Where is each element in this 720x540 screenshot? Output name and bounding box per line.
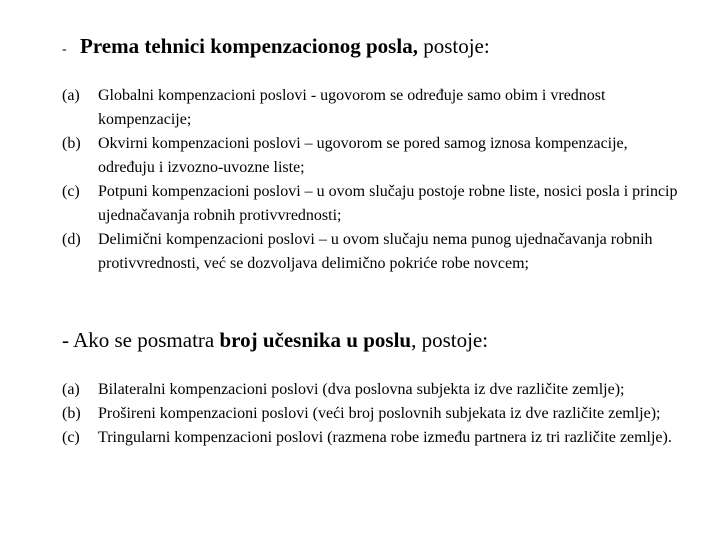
list-item-marker: (d) bbox=[62, 231, 81, 248]
section1-heading-bold: Prema tehnici kompenzacionog posla, bbox=[80, 34, 418, 58]
section2-list bbox=[62, 378, 682, 450]
section1-heading bbox=[62, 32, 490, 64]
list-item-marker: (c) bbox=[62, 429, 80, 446]
section1-heading-rest: postoje: bbox=[417, 34, 490, 58]
list-item bbox=[62, 228, 682, 276]
list-item bbox=[62, 132, 682, 180]
section2-heading-prefix: - Ako se posmatra bbox=[62, 328, 220, 352]
list-item-marker: (b) bbox=[62, 135, 81, 152]
list-item-text: Bilateralni kompenzacioni poslovi (dva poslovna subjekta iz dve različite zemlje); bbox=[98, 381, 625, 398]
section2-heading bbox=[62, 326, 488, 354]
section2-heading-bold: broj učesnika u poslu bbox=[219, 328, 412, 352]
list-item bbox=[62, 402, 682, 426]
list-item-text: Globalni kompenzacioni poslovi - ugovorom se određuje samo obim i vrednost kompenzacije; bbox=[98, 87, 606, 128]
list-item bbox=[62, 378, 682, 402]
list-item bbox=[62, 84, 682, 132]
section2-heading-rest: , postoje: bbox=[411, 328, 489, 352]
list-item bbox=[62, 180, 682, 228]
section1-list bbox=[62, 84, 682, 276]
list-item-marker: (b) bbox=[62, 405, 81, 422]
list-item-text: Delimični kompenzacioni poslovi – u ovom slučaju nema punog ujednačavanja robnih protivvrednosti, već se dozvoljava delimično pokriće robe novcem; bbox=[98, 231, 653, 272]
list-item-text: Tringularni kompenzacioni poslovi (razmena robe između partnera iz tri različite zemlje). bbox=[98, 429, 672, 446]
list-item-text: Potpuni kompenzacioni poslovi – u ovom slučaju postoje robne liste, nosici posla i princip ujednačavanja robnih protivvrednosti; bbox=[98, 183, 678, 224]
section1-dash: - bbox=[62, 42, 67, 57]
list-item-marker: (a) bbox=[62, 381, 80, 398]
list-item bbox=[62, 426, 682, 450]
list-item-text: Prošireni kompenzacioni poslovi (veći broj poslovnih subjekata iz dve različite zemlje); bbox=[98, 405, 661, 422]
list-item-marker: (a) bbox=[62, 87, 80, 104]
list-item-text: Okvirni kompenzacioni poslovi – ugovorom se pored samog iznosa kompenzacije, određuju i izvozno-uvozne liste; bbox=[98, 135, 628, 176]
list-item-marker: (c) bbox=[62, 183, 80, 200]
